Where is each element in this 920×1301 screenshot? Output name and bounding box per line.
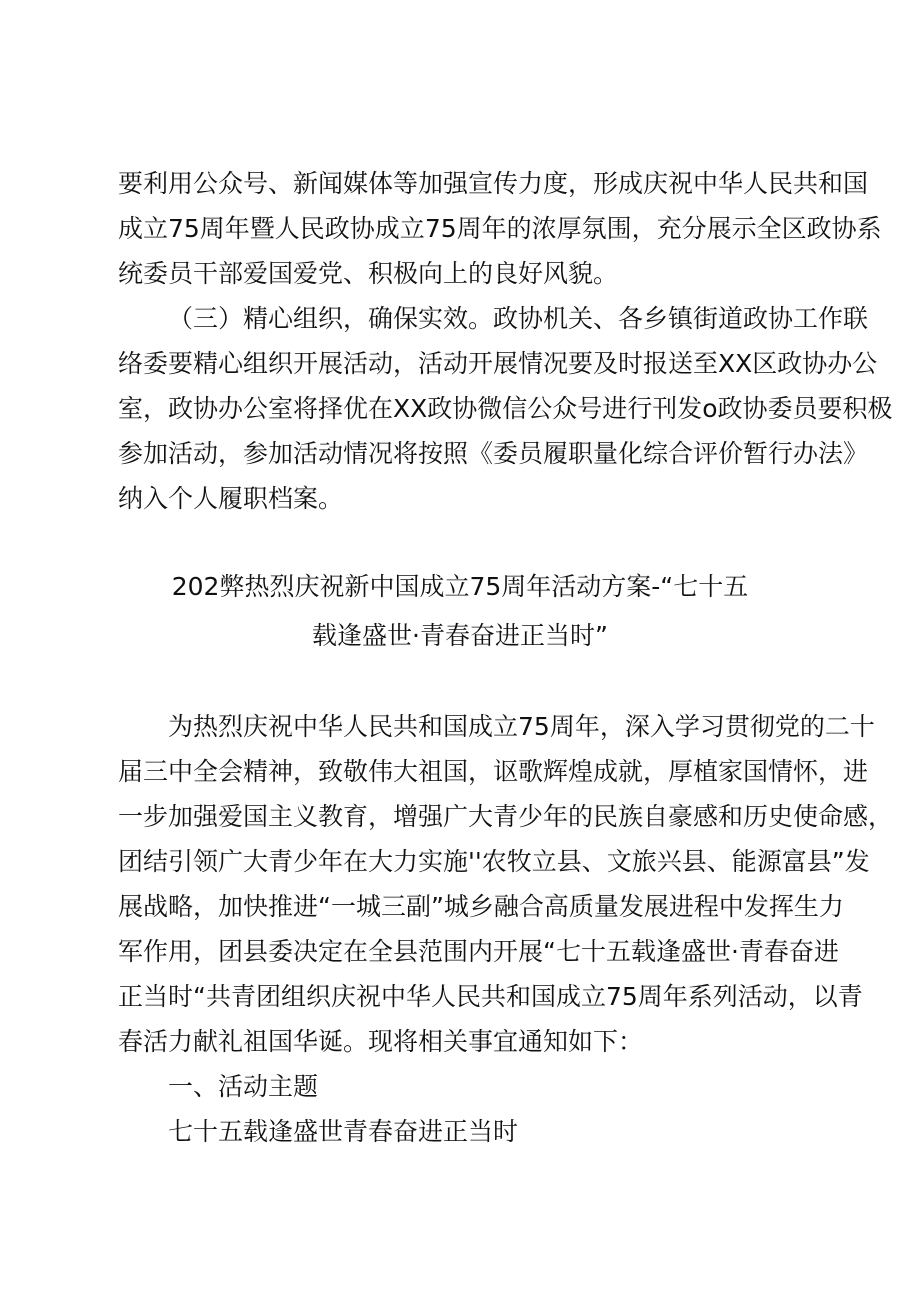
paragraph-2-line-2: 络委要精心组织开展活动，活动开展情况要及时报送至XX区政协办公 bbox=[118, 349, 878, 378]
document-title-line-1: 202弊热烈庆祝新中国成立75周年活动方案-“七十五 bbox=[171, 572, 749, 601]
paragraph-3-line-8: 春活力献礼祖国华诞。现将相关事宜通知如下： bbox=[118, 1027, 644, 1056]
paragraph-2-line-5: 纳入个人履职档案。 bbox=[118, 484, 344, 513]
paragraph-3-line-7: 正当时“共青团组织庆祝中华人民共和国成立75周年系列活动，以青 bbox=[118, 982, 863, 1011]
paragraph-3-line-3: 一步加强爱国主义教育，增强广大青少年的民族自豪感和历史使命感， bbox=[118, 802, 894, 831]
paragraph-2-line-1: （三）精心组织，确保实效。政协机关、各乡镇街道政协工作联 bbox=[168, 304, 869, 333]
section-1-text: 七十五载逢盛世青春奋进正当时 bbox=[168, 1117, 519, 1146]
paragraph-3-line-1: 为热烈庆祝中华人民共和国成立75周年，深入学习贯彻党的二十 bbox=[168, 712, 875, 741]
paragraph-3-line-2: 届三中全会精神，致敬伟大祖国，讴歌辉煌成就，厚植家国情怀，进 bbox=[118, 757, 869, 786]
paragraph-3-line-4: 团结引领广大青少年在大力实施''农牧立县、文旅兴县、能源富县”发 bbox=[118, 847, 870, 876]
paragraph-3-line-6: 军作用，团县委决定在全县范围内开展“七十五载逢盛世·青春奋进 bbox=[118, 937, 839, 966]
paragraph-2-line-4: 参加活动，参加活动情况将按照《委员履职量化综合评价暂行办法》 bbox=[118, 439, 869, 468]
paragraph-3-line-5: 展战略，加快推进“一城三副”城乡融合高质量发展进程中发挥生力 bbox=[118, 892, 844, 921]
document-title-line-2: 载逢盛世·青春奋进正当时” bbox=[312, 621, 608, 650]
paragraph-2-line-3: 室，政协办公室将择优在XX政协微信公众号进行刊发o政协委员要积极 bbox=[118, 394, 893, 423]
paragraph-1-line-3: 统委员干部爱国爱党、积极向上的良好风貌。 bbox=[118, 259, 619, 288]
paragraph-1-line-1: 要利用公众号、新闻媒体等加强宣传力度，形成庆祝中华人民共和国 bbox=[118, 169, 869, 198]
paragraph-1-line-2: 成立75周年暨人民政协成立75周年的浓厚氛围，充分展示全区政协系 bbox=[118, 214, 882, 243]
section-1-heading: 一、活动主题 bbox=[168, 1072, 319, 1101]
